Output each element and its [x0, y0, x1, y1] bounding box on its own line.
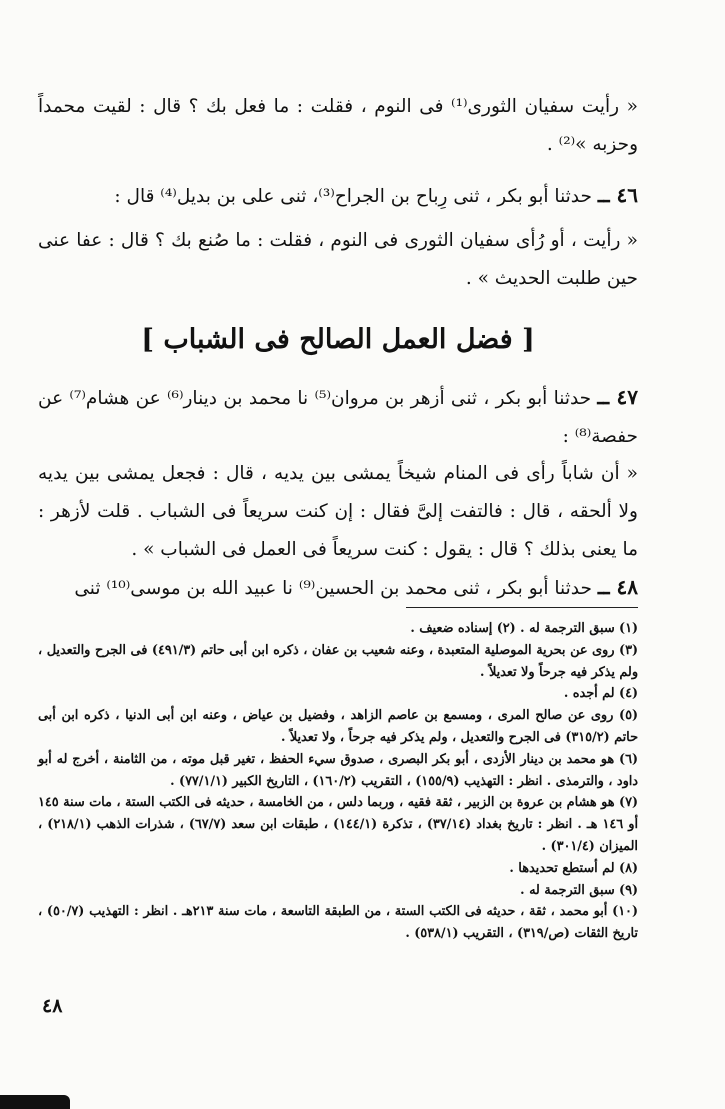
- paragraph-text: حدثنا أبو بكر ، ثنى محمد بن الحسين⁽⁹⁾ نا عبيد الله بن موسى⁽¹⁰⁾ ثنى: [74, 578, 598, 599]
- footnote: (٨) لم أستطع تحديدها .: [509, 860, 638, 876]
- paragraph-hadith-47: [38, 378, 638, 456]
- footnote: (٩) سبق الترجمة له .: [520, 882, 638, 898]
- hadith-number: ٤٨ ــ: [597, 575, 638, 599]
- paragraph-text: « رأيت سفيان الثورى⁽¹⁾ فى النوم ، فقلت : ما فعل بك ؟ قال : لقيت محمداً وحزبه »⁽²⁾ .: [38, 96, 638, 155]
- footnote-divider: [406, 607, 638, 608]
- paragraph-hadith-48: [38, 568, 638, 608]
- scan-edge-mark: [0, 1095, 70, 1109]
- paragraph-dream-quote-2: [38, 222, 638, 298]
- footnote: (٥) روى عن صالح المرى ، ومسمع بن عاصم الزاهد ، وفضيل بن عياض ، وعنه ابن أبى الدنيا ، ذكره ابن أبى حاتم (٣١٥/٢) فى الجرح والتعديل ، ولم يذكر فيه جرحاً ، ولا تعديلاً .: [38, 708, 638, 745]
- book-page: [38, 0, 638, 1109]
- paragraph-text: « رأيت ، أو رُأى سفيان الثورى فى النوم ، فقلت : ما صُنع بك ؟ قال : عفا عنى حين طلبت الحديث » .: [38, 230, 638, 289]
- footnote: (١) سبق الترجمة له . (٢) إسناده ضعيف .: [410, 621, 638, 636]
- footnote: (٣) روى عن بحرية الموصلية المتعبدة ، وعنه شعيب بن عفان ، ذكره ابن أبى حاتم (٤٩١/٣) فى الجرح والتعديل ، ولم يذكر فيه جرحاً ولا تعديلاً .: [38, 642, 638, 680]
- footnotes: [38, 618, 638, 945]
- footnote: (٧) هو هشام بن عروة بن الزبير ، ثقة فقيه ، وربما دلس ، من الخامسة ، حديثه فى الكتب الستة ، مات سنة ١٤٥ أو ١٤٦ هـ . انظر : تاريخ بغداد (٣٧/١٤) ، تذكرة (١٤٤/١) ، طبقات ابن سعد (٦٧/٧) ، شذرات الذهب (٢١٨/١) ، الميزان (٣٠١/٤) .: [38, 795, 638, 854]
- paragraph-dream-quote-3: [38, 455, 638, 569]
- page-number: ٤٨: [42, 995, 63, 1017]
- section-title: [ فضل العمل الصالح فى الشباب ]: [141, 324, 535, 355]
- hadith-number: ٤٧ ــ: [597, 385, 638, 409]
- footnote: (١٠) أبو محمد ، ثقة ، حديثه فى الكتب الستة ، من الطبقة التاسعة ، مات سنة ٢١٣هـ . انظر : التهذيب (٥٠/٧) ، تاريخ الثقات (ص/٣١٩) ، التقريب (٥٣٨/١) .: [38, 904, 638, 942]
- paragraph-dream-quote-1: [38, 88, 638, 164]
- paragraph-text: حدثنا أبو بكر ، ثنى أزهر بن مروان⁽⁵⁾ نا محمد بن دينار⁽⁶⁾ عن هشام⁽⁷⁾ عن حفصة⁽⁸⁾ :: [38, 388, 638, 447]
- footnote: (٤) لم أجده .: [563, 686, 638, 702]
- footnote: (٦) هو محمد بن دينار الأزدى ، أبو بكر البصرى ، صدوق سيء الحفظ ، تغير قبل موته ، من الثامنة ، أخرج له أبو داود ، والترمذى . انظر : التهذيب (١٥٥/٩) ، التقريب (١٦٠/٢) ، التاريخ الكبير (٧٧/١/١) .: [38, 751, 638, 789]
- paragraph-text: « أن شاباً رأى فى المنام شيخاً يمشى بين يديه ، قال : فجعل يمشى بين يديه ولا ألحقه ، قال : فالتفت إلىَّ فقال : إن كنت سريعاً فى الشباب . قلت لأزهر : ما يعنى بذلك ؟ قال : يقول : كنت سريعاً فى العمل فى الشباب » .: [38, 463, 638, 560]
- paragraph-hadith-46: [38, 176, 638, 216]
- paragraph-text: حدثنا أبو بكر ، ثنى رِباح بن الجراح⁽³⁾، ثنى على بن بديل⁽⁴⁾ قال :: [114, 186, 598, 207]
- hadith-number: ٤٦ ــ: [597, 183, 638, 207]
